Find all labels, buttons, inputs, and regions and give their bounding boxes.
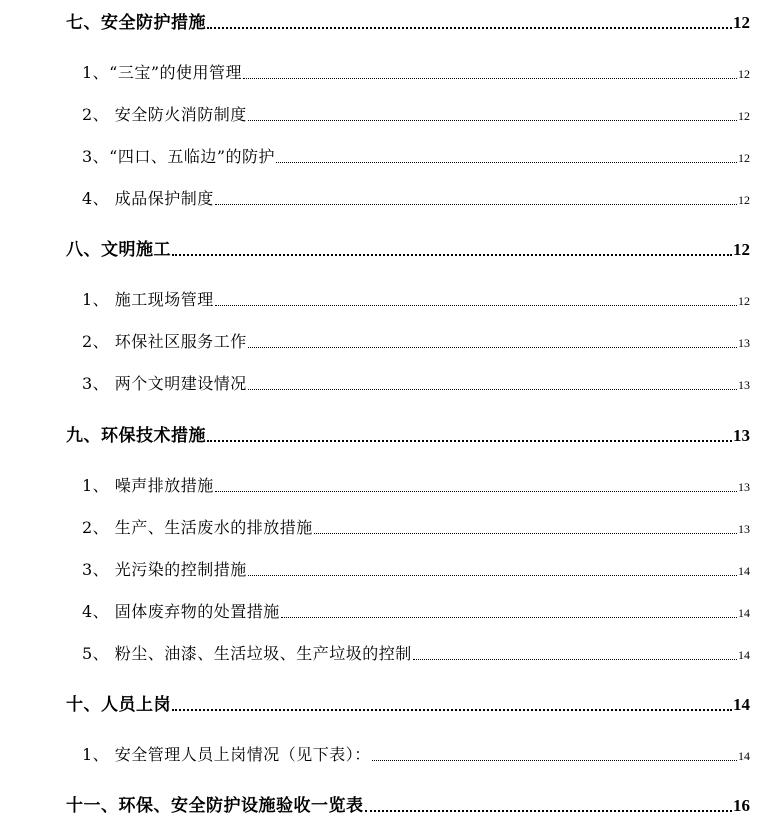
toc-entry-title: 九、环保技术措施 [66, 426, 206, 446]
toc-entry-9-3[interactable] [82, 557, 750, 580]
toc-dot-leader [243, 78, 737, 79]
toc-entry-9-1[interactable] [82, 473, 750, 496]
toc-page-number: 14 [738, 606, 750, 620]
toc-entry-title: 1、 噪声排放措施 [82, 476, 214, 495]
toc-entry-section-11[interactable] [66, 791, 750, 816]
toc-entry-title: 3、 光污染的控制措施 [82, 560, 247, 579]
toc-entry-title: 七、安全防护措施 [66, 13, 206, 33]
toc-entry-section-9[interactable] [66, 421, 750, 446]
toc-page-number: 12 [738, 294, 750, 308]
toc-entry-title: 3、 两个文明建设情况 [82, 374, 247, 393]
toc-page-number: 12 [738, 193, 750, 207]
toc-dot-leader [215, 204, 737, 205]
toc-page-number: 12 [738, 109, 750, 123]
toc-page-number: 14 [738, 564, 750, 578]
toc-page-number: 12 [738, 67, 750, 81]
toc-page-number: 13 [733, 426, 750, 445]
toc-entry-title: 1、 施工现场管理 [82, 290, 214, 309]
toc-entry-title: 3、“四口、五临边”的防护 [82, 147, 276, 166]
toc-dot-leader [248, 120, 737, 121]
toc-dot-leader [413, 659, 737, 660]
toc-entry-8-1[interactable] [82, 287, 750, 310]
toc-page-number: 12 [733, 240, 750, 259]
toc-entry-8-3[interactable] [82, 371, 750, 394]
toc-page-number: 13 [738, 480, 750, 494]
toc-entry-7-3[interactable] [82, 144, 750, 167]
toc-dot-leader [248, 347, 737, 348]
toc-dot-leader [207, 27, 732, 29]
toc-dot-leader [172, 709, 732, 711]
toc-entry-7-4[interactable] [82, 186, 750, 209]
toc-entry-title: 5、 粉尘、油漆、生活垃圾、生产垃圾的控制 [82, 644, 412, 663]
toc-entry-9-5[interactable] [82, 641, 750, 664]
toc-dot-leader [372, 760, 737, 761]
toc-entry-9-2[interactable] [82, 515, 750, 538]
toc-entry-title: 1、 安全管理人员上岗情况（见下表）： [82, 745, 371, 764]
toc-entry-title: 十、人员上岗 [66, 695, 171, 715]
toc-dot-leader [314, 533, 737, 534]
toc-entry-title: 2、 环保社区服务工作 [82, 332, 247, 351]
toc-entry-title: 2、 生产、生活废水的排放措施 [82, 518, 313, 537]
toc-entry-title: 十一、环保、安全防护设施验收一览表 [66, 796, 364, 816]
toc-entry-section-8[interactable] [66, 235, 750, 260]
toc-entry-10-1[interactable] [82, 742, 750, 765]
toc-entry-7-1[interactable] [82, 60, 750, 83]
toc-entry-section-10[interactable] [66, 690, 750, 715]
toc-page-number: 12 [733, 13, 750, 32]
toc-page-number: 13 [738, 336, 750, 350]
toc-page-number: 14 [733, 695, 750, 714]
toc-dot-leader [248, 575, 737, 576]
toc-page-number: 16 [733, 796, 750, 815]
toc-dot-leader [207, 440, 732, 442]
toc-entry-8-2[interactable] [82, 329, 750, 352]
toc-page-number: 12 [738, 151, 750, 165]
toc-entry-title: 2、 安全防火消防制度 [82, 105, 247, 124]
toc-page-number: 13 [738, 378, 750, 392]
toc-page-number: 14 [738, 749, 750, 763]
toc-entry-title: 4、 成品保护制度 [82, 189, 214, 208]
toc-dot-leader [365, 810, 733, 812]
toc-page-number: 13 [738, 522, 750, 536]
toc-entry-title: 八、文明施工 [66, 240, 171, 260]
toc-entry-7-2[interactable] [82, 102, 750, 125]
toc-page-number: 14 [738, 648, 750, 662]
toc-entry-9-4[interactable] [82, 599, 750, 622]
toc-dot-leader [276, 162, 737, 163]
toc-entry-section-7[interactable] [66, 8, 750, 33]
toc-entry-title: 1、“三宝”的使用管理 [82, 63, 243, 82]
toc-entry-title: 4、 固体废弃物的处置措施 [82, 602, 280, 621]
toc-dot-leader [215, 491, 737, 492]
toc-dot-leader [248, 389, 737, 390]
toc-dot-leader [172, 254, 732, 256]
toc-dot-leader [281, 617, 737, 618]
toc-dot-leader [215, 305, 737, 306]
